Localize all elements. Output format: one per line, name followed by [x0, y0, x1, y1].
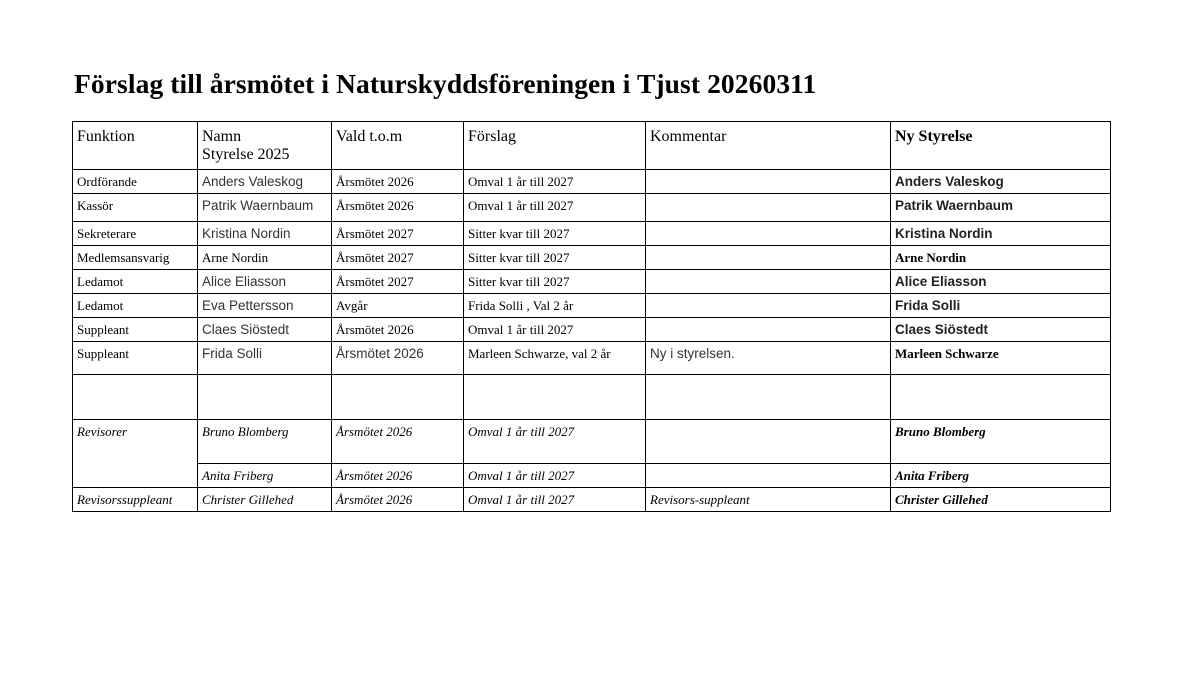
cell-vald: Årsmötet 2026 [332, 488, 464, 512]
cell-namn: Anita Friberg [198, 464, 332, 488]
cell-kommentar [646, 420, 891, 464]
cell-namn: Kristina Nordin [198, 222, 332, 246]
cell-vald: Årsmötet 2027 [332, 270, 464, 294]
header-ny-styrelse: Ny Styrelse [891, 122, 1111, 170]
cell-vald: Årsmötet 2027 [332, 246, 464, 270]
table-header-row [73, 122, 1111, 170]
cell-ny-styrelse: Bruno Blomberg [891, 420, 1111, 464]
table-row [73, 246, 1111, 270]
empty-row [73, 375, 1111, 420]
cell-kommentar [646, 464, 891, 488]
cell-namn: Frida Solli [198, 342, 332, 375]
empty-cell [332, 375, 464, 420]
header-namn-line1: Namn [202, 128, 242, 145]
cell-ny-styrelse: Kristina Nordin [891, 222, 1111, 246]
cell-forslag: Marleen Schwarze, val 2 år [464, 342, 646, 375]
cell-funktion: Suppleant [73, 342, 198, 375]
cell-forslag: Frida Solli , Val 2 år [464, 294, 646, 318]
cell-funktion: Ledamot [73, 294, 198, 318]
cell-kommentar: Revisors-suppleant [646, 488, 891, 512]
document-title: Förslag till årsmötet i Naturskyddsföreningen i Tjust 20260311 [74, 68, 817, 99]
header-forslag: Förslag [464, 122, 646, 170]
table-row [73, 488, 1111, 512]
cell-kommentar [646, 318, 891, 342]
cell-forslag: Sitter kvar till 2027 [464, 222, 646, 246]
cell-vald: Årsmötet 2026 [332, 464, 464, 488]
cell-ny-styrelse: Arne Nordin [891, 246, 1111, 270]
cell-forslag: Omval 1 år till 2027 [464, 488, 646, 512]
header-vald: Vald t.o.m [332, 122, 464, 170]
table-row [73, 194, 1111, 222]
cell-ny-styrelse: Claes Siöstedt [891, 318, 1111, 342]
cell-funktion: Revisorssuppleant [73, 488, 198, 512]
empty-cell [891, 375, 1111, 420]
cell-funktion: Sekreterare [73, 222, 198, 246]
cell-funktion: Ordförande [73, 170, 198, 194]
cell-namn: Arne Nordin [198, 246, 332, 270]
cell-forslag: Omval 1 år till 2027 [464, 464, 646, 488]
header-namn-line2: Styrelse 2025 [202, 146, 290, 163]
cell-ny-styrelse: Anita Friberg [891, 464, 1111, 488]
cell-funktion: Ledamot [73, 270, 198, 294]
cell-kommentar [646, 170, 891, 194]
cell-vald: Årsmötet 2027 [332, 222, 464, 246]
table-row [73, 420, 1111, 464]
cell-forslag: Omval 1 år till 2027 [464, 318, 646, 342]
table-row [73, 464, 1111, 488]
cell-forslag: Omval 1 år till 2027 [464, 194, 646, 222]
table-row [73, 170, 1111, 194]
cell-forslag: Omval 1 år till 2027 [464, 170, 646, 194]
cell-kommentar [646, 222, 891, 246]
cell-funktion: Revisorer [73, 420, 198, 488]
cell-namn: Bruno Blomberg [198, 420, 332, 464]
cell-vald: Årsmötet 2026 [332, 170, 464, 194]
cell-funktion: Medlemsansvarig [73, 246, 198, 270]
empty-cell [646, 375, 891, 420]
cell-funktion: Suppleant [73, 318, 198, 342]
cell-kommentar [646, 246, 891, 270]
cell-ny-styrelse: Frida Solli [891, 294, 1111, 318]
header-kommentar: Kommentar [646, 122, 891, 170]
table-row [73, 318, 1111, 342]
cell-namn: Anders Valeskog [198, 170, 332, 194]
cell-ny-styrelse: Alice Eliasson [891, 270, 1111, 294]
board-proposal-table [72, 121, 1111, 512]
header-namn [198, 122, 332, 170]
cell-vald: Årsmötet 2026 [332, 194, 464, 222]
cell-namn: Eva Pettersson [198, 294, 332, 318]
empty-cell [464, 375, 646, 420]
cell-kommentar [646, 194, 891, 222]
empty-cell [198, 375, 332, 420]
cell-vald: Årsmötet 2026 [332, 420, 464, 464]
cell-forslag: Sitter kvar till 2027 [464, 246, 646, 270]
cell-vald: Avgår [332, 294, 464, 318]
cell-vald: Årsmötet 2026 [332, 318, 464, 342]
cell-funktion: Kassör [73, 194, 198, 222]
table-row [73, 222, 1111, 246]
cell-namn: Alice Eliasson [198, 270, 332, 294]
cell-namn: Patrik Waernbaum [198, 194, 332, 222]
header-funktion: Funktion [73, 122, 198, 170]
cell-forslag: Sitter kvar till 2027 [464, 270, 646, 294]
cell-ny-styrelse: Christer Gillehed [891, 488, 1111, 512]
cell-forslag: Omval 1 år till 2027 [464, 420, 646, 464]
table-row [73, 270, 1111, 294]
table-row [73, 342, 1111, 375]
cell-vald: Årsmötet 2026 [332, 342, 464, 375]
cell-ny-styrelse: Patrik Waernbaum [891, 194, 1111, 222]
cell-namn: Claes Siöstedt [198, 318, 332, 342]
table-row [73, 294, 1111, 318]
cell-kommentar: Ny i styrelsen. [646, 342, 891, 375]
cell-namn: Christer Gillehed [198, 488, 332, 512]
empty-cell [73, 375, 198, 420]
cell-kommentar [646, 294, 891, 318]
cell-ny-styrelse: Marleen Schwarze [891, 342, 1111, 375]
cell-kommentar [646, 270, 891, 294]
cell-ny-styrelse: Anders Valeskog [891, 170, 1111, 194]
